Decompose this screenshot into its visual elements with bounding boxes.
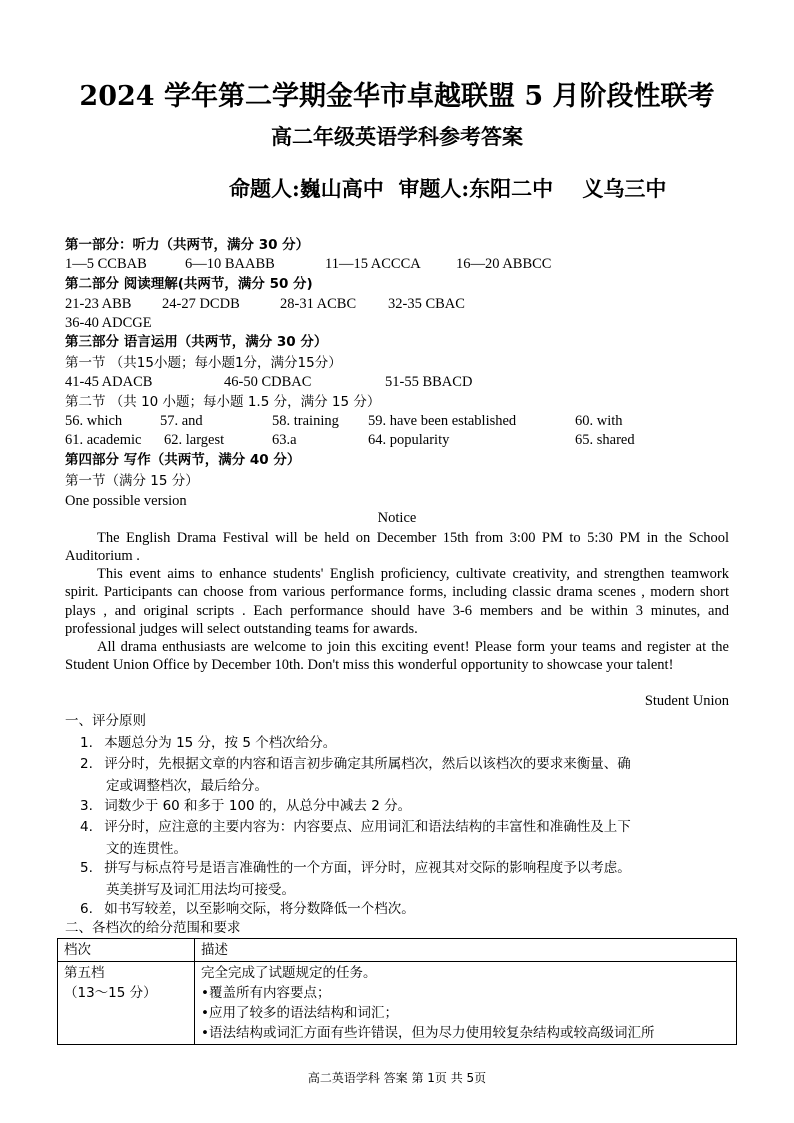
answer-group: 32-35 CBAC [388, 296, 465, 312]
rules-heading: 一、评分原则 [65, 713, 146, 729]
rule-item [80, 795, 730, 817]
table-row [58, 962, 737, 1045]
exam-title: 2024 学年第二学期金华市卓越联盟 5 月阶段性联考 [79, 81, 715, 112]
answer-item: 58. training [272, 413, 339, 429]
description-line: •应用了较多的语法结构和词汇； [201, 1005, 398, 1021]
answer-group: 1—5 CCBAB [65, 256, 147, 272]
answer-item: 57. and [160, 413, 203, 429]
answer-item: 60. with [575, 413, 623, 429]
answer-group: 16—20 ABBCC [456, 256, 552, 272]
rule-item [80, 753, 730, 797]
part3-section2-heading: 第二节 （共 10 小题；每小题 1.5 分，满分 15 分） [65, 394, 381, 410]
answer-group: 46-50 CDBAC [224, 374, 312, 390]
rule-item [80, 898, 730, 920]
answer-group: 36-40 ADCGE [65, 315, 152, 331]
rule-number: 3. [80, 798, 93, 814]
grade-range: （13～15 分） [64, 985, 157, 1001]
rule-number: 5. [80, 860, 93, 876]
version-label: One possible version [65, 493, 187, 509]
rule-text: 拼写与标点符号是语言准确性的一个方面，评分时，应视其对交际的影响程度予以考虑。 [104, 860, 631, 876]
answer-item: 56. which [65, 413, 123, 429]
answer-group: 28-31 ACBC [280, 296, 357, 312]
answer-group: 41-45 ADACB [65, 374, 153, 390]
rule-text-continued: 文的连贯性。 [106, 841, 187, 857]
notice-paragraph-1: The English Drama Festival will be held on December 15th from 3:00 PM to 5:30 PM in the School Auditorium . [65, 530, 729, 565]
grades-heading: 二、各档次的给分范围和要求 [65, 920, 241, 936]
rule-item [80, 732, 730, 754]
part4-section1-heading: 第一节（满分 15 分） [65, 473, 199, 489]
rule-text: 如书写较差，以至影响交际，将分数降低一个档次。 [104, 901, 415, 917]
grading-table [57, 938, 737, 1045]
part3-section1-heading: 第一节 （共15小题；每小题1分，满分15分） [65, 355, 342, 371]
rule-text: 评分时，先根据文章的内容和语言初步确定其所属档次，然后以该档次的要求来衡量、确 [104, 756, 631, 772]
part4-heading: 第四部分 写作（共两节，满分 40 分） [65, 452, 301, 468]
notice-paragraph-3: All drama enthusiasts are welcome to join this exciting event! Please form your teams and register at the Student Union Office by December 10th. Don't miss this wonderful opportunity to showcase your talent! [65, 639, 729, 674]
rule-text: 本题总分为 15 分，按 5 个档次给分。 [104, 735, 337, 751]
rule-number: 1. [80, 735, 93, 751]
answer-item: 65. shared [575, 432, 635, 448]
description-line: •语法结构或词汇方面有些许错误，但为尽力使用较复杂结构或较高级词汇所 [201, 1025, 655, 1041]
grade-description-cell [195, 962, 737, 1045]
answer-item: 61. academic [65, 432, 142, 448]
part3-heading: 第三部分 语言运用（共两节，满分 30 分） [65, 334, 328, 350]
authors-line: 命题人:巍山高中 审题人:东阳二中 义乌三中 [229, 176, 667, 201]
answer-group: 24-27 DCDB [162, 296, 240, 312]
answer-item: 64. popularity [368, 432, 450, 448]
page-footer: 高二英语学科 答案 第 1页 共 5页 [307, 1071, 487, 1085]
description-line: •覆盖所有内容要点； [201, 985, 331, 1001]
rule-item [80, 816, 730, 860]
table-header-row [58, 939, 737, 962]
rule-item [80, 857, 730, 901]
rule-text: 词数少于 60 和多于 100 的，从总分中减去 2 分。 [104, 798, 412, 814]
answer-item: 63.a [272, 432, 297, 448]
notice-title: Notice [377, 510, 417, 526]
column-header-level: 档次 [58, 939, 195, 962]
grade-level-cell [58, 962, 195, 1045]
answer-item: 62. largest [164, 432, 225, 448]
rule-text-continued: 英美拼写及词汇用法均可接受。 [106, 882, 295, 898]
answer-item: 59. have been established [368, 413, 517, 429]
answer-group: 21-23 ABB [65, 296, 132, 312]
rule-number: 4. [80, 819, 93, 835]
rule-number: 2. [80, 756, 93, 772]
notice-paragraph-2: This event aims to enhance students' English proficiency, cultivate creativity, and strengthen teamwork spirit. Participants can choose from various performance forms, including classic drama scenes , modern short plays , and original scripts . Each performance should have 3-6 members and be within 3 minutes, and professional judges will select outstanding teams for awards. [65, 566, 729, 637]
grade-level: 第五档 [64, 965, 105, 981]
part2-heading: 第二部分 阅读理解(共两节，满分 50 分) [65, 276, 313, 292]
answer-group: 51-55 BBACD [385, 374, 473, 390]
description-line: 完全完成了试题规定的任务。 [201, 965, 377, 981]
part1-heading: 第一部分：听力（共两节，满分 30 分） [65, 237, 310, 253]
exam-subtitle: 高二年级英语学科参考答案 [271, 124, 523, 149]
notice-signature: Student Union [644, 693, 729, 709]
rule-text: 评分时，应注意的主要内容为：内容要点、应用词汇和语法结构的丰富性和准确性及上下 [104, 819, 631, 835]
rule-text-continued: 定或调整档次，最后给分。 [106, 778, 268, 794]
answer-group: 6—10 BAABB [185, 256, 275, 272]
rule-number: 6. [80, 901, 93, 917]
answer-group: 11—15 ACCCA [325, 256, 421, 272]
column-header-description: 描述 [195, 939, 737, 962]
